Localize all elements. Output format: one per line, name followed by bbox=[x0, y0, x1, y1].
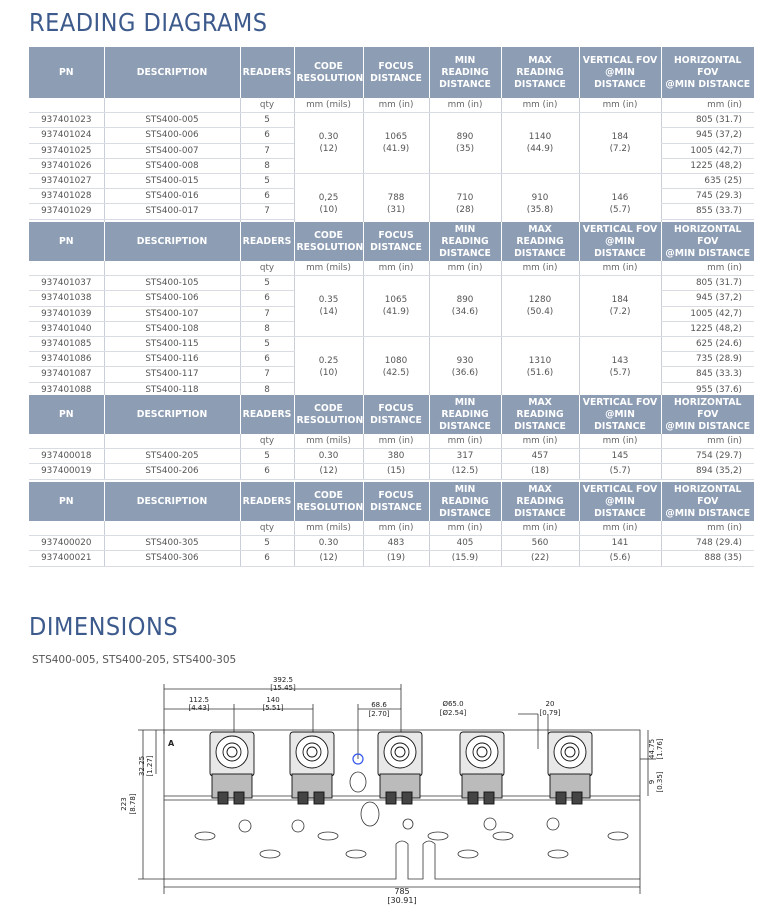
reading-table-4 bbox=[29, 482, 754, 567]
unit-vfov: mm (in) bbox=[579, 261, 661, 276]
cell-desc: STS400-106 bbox=[104, 291, 240, 306]
reader-1 bbox=[210, 732, 254, 804]
cell-desc: STS400-306 bbox=[104, 551, 240, 566]
table-row bbox=[29, 536, 754, 551]
unit-readers: qty bbox=[240, 434, 294, 449]
dim-223: 223 bbox=[120, 797, 128, 811]
cell-readers: 6 bbox=[240, 128, 294, 143]
header-focus-distance: FOCUS DISTANCE bbox=[363, 395, 429, 434]
dimension-drawing bbox=[108, 674, 668, 906]
dim-4475-in: [1.76] bbox=[656, 738, 664, 760]
dim-d65: Ø65.0 bbox=[442, 700, 464, 708]
cell-hfov: 1005 (42,7) bbox=[661, 306, 754, 321]
dim-4475: 44.75 bbox=[648, 738, 656, 760]
cell-focus: 483 bbox=[363, 536, 429, 551]
cell-readers: 7 bbox=[240, 306, 294, 321]
center-slot-lower bbox=[361, 802, 379, 826]
reading-table-3 bbox=[29, 395, 754, 480]
header-pn: PN bbox=[29, 222, 104, 261]
cell-desc: STS400-006 bbox=[104, 128, 240, 143]
cell-hfov: 735 (28.9) bbox=[661, 352, 754, 367]
cell-max: 560 bbox=[501, 536, 579, 551]
header-readers: READERS bbox=[240, 47, 294, 98]
unit-min: mm (in) bbox=[429, 521, 501, 536]
header-description: DESCRIPTION bbox=[104, 482, 240, 521]
header-description: DESCRIPTION bbox=[104, 47, 240, 98]
cell-desc: STS400-008 bbox=[104, 158, 240, 173]
cell-vfov: 145 bbox=[579, 449, 661, 464]
header-description: DESCRIPTION bbox=[104, 395, 240, 434]
dim-9: 9 bbox=[648, 779, 656, 785]
table-row bbox=[29, 113, 754, 128]
cell-hfov: 805 (31.7) bbox=[661, 113, 754, 128]
cell-desc: STS400-108 bbox=[104, 321, 240, 336]
cell-hfov: 1005 (42,7) bbox=[661, 143, 754, 158]
cell-readers: 8 bbox=[240, 382, 294, 397]
header-horizontal-fov: HORIZONTAL FOV @MIN DISTANCE bbox=[661, 222, 754, 261]
dim-785-in: [30.91] bbox=[387, 896, 417, 905]
cell-pn: 937401087 bbox=[29, 367, 104, 382]
cell-focus: 380 bbox=[363, 449, 429, 464]
unit-focus: mm (in) bbox=[363, 261, 429, 276]
cell-hfov: 894 (35,2) bbox=[661, 464, 754, 479]
cell-code-group: 0.25 (10) bbox=[294, 336, 363, 397]
table-header bbox=[29, 395, 754, 434]
dim-140-in: [5.51] bbox=[262, 704, 284, 712]
unit-min: mm (in) bbox=[429, 261, 501, 276]
dim-392: 392.5 bbox=[272, 676, 294, 684]
cell-hfov: 625 (24.6) bbox=[661, 336, 754, 351]
cell-hfov: 805 (31.7) bbox=[661, 276, 754, 291]
cell-readers: 7 bbox=[240, 367, 294, 382]
dim-20-in: [0.79] bbox=[539, 709, 561, 717]
cell-desc: STS400-107 bbox=[104, 306, 240, 321]
header-focus-distance: FOCUS DISTANCE bbox=[363, 47, 429, 98]
cell-readers: 5 bbox=[240, 276, 294, 291]
cell-min-group: 930 (36.6) bbox=[429, 336, 501, 397]
header-focus-distance: FOCUS DISTANCE bbox=[363, 482, 429, 521]
cell-min-group: 710 (28) bbox=[429, 173, 501, 222]
cell-readers: 5 bbox=[240, 336, 294, 351]
unit-vfov: mm (in) bbox=[579, 98, 661, 113]
unit-readers: qty bbox=[240, 521, 294, 536]
cell-desc: STS400-005 bbox=[104, 113, 240, 128]
cell-pn: 937401026 bbox=[29, 158, 104, 173]
cell-pn: 937401040 bbox=[29, 321, 104, 336]
cell-max: 457 bbox=[501, 449, 579, 464]
dim-9-in: [0.35] bbox=[656, 771, 664, 793]
cell-desc: STS400-115 bbox=[104, 336, 240, 351]
cell-vfov-group: 184 (7.2) bbox=[579, 113, 661, 174]
unit-hfov: mm (in) bbox=[661, 261, 754, 276]
cell-readers: 6 bbox=[240, 464, 294, 479]
cell-pn: 937400021 bbox=[29, 551, 104, 566]
reading-table-2 bbox=[29, 222, 754, 398]
cell-pn: 937401027 bbox=[29, 173, 104, 188]
dim-68-in: [2.70] bbox=[368, 710, 390, 718]
cell-pn: 937401085 bbox=[29, 336, 104, 351]
unit-code: mm (mils) bbox=[294, 98, 363, 113]
cell-focus-group: 1080 (42.5) bbox=[363, 336, 429, 397]
reader-3 bbox=[378, 732, 422, 804]
header-horizontal-fov: HORIZONTAL FOV @MIN DISTANCE bbox=[661, 482, 754, 521]
reading-diagrams-title: READING DIAGRAMS bbox=[29, 8, 268, 37]
unit-hfov: mm (in) bbox=[661, 98, 754, 113]
unit-vfov: mm (in) bbox=[579, 434, 661, 449]
header-readers: READERS bbox=[240, 222, 294, 261]
cell-focus: (19) bbox=[363, 551, 429, 566]
cell-pn: 937401038 bbox=[29, 291, 104, 306]
cell-focus-group: 1065 (41.9) bbox=[363, 276, 429, 337]
cell-focus-group: 788 (31) bbox=[363, 173, 429, 222]
cell-max: (22) bbox=[501, 551, 579, 566]
cell-vfov: (5.7) bbox=[579, 464, 661, 479]
cell-min: (12.5) bbox=[429, 464, 501, 479]
header-code-resolution: CODE RESOLUTION bbox=[294, 395, 363, 434]
unit-code: mm (mils) bbox=[294, 434, 363, 449]
reading-table-1 bbox=[29, 47, 754, 222]
header-horizontal-fov: HORIZONTAL FOV @MIN DISTANCE bbox=[661, 47, 754, 98]
cell-desc: STS400-205 bbox=[104, 449, 240, 464]
cell-desc: STS400-206 bbox=[104, 464, 240, 479]
cell-pn: 937401029 bbox=[29, 204, 104, 219]
unit-focus: mm (in) bbox=[363, 98, 429, 113]
table-header bbox=[29, 47, 754, 98]
label-a: A bbox=[168, 739, 175, 748]
header-max-reading: MAX READING DISTANCE bbox=[501, 395, 579, 434]
dim-68: 68.6 bbox=[371, 701, 387, 709]
header-pn: PN bbox=[29, 47, 104, 98]
cell-desc: STS400-015 bbox=[104, 173, 240, 188]
cell-pn: 937401039 bbox=[29, 306, 104, 321]
unit-focus: mm (in) bbox=[363, 521, 429, 536]
cell-pn: 937400018 bbox=[29, 449, 104, 464]
unit-row bbox=[29, 434, 754, 449]
cell-min: 317 bbox=[429, 449, 501, 464]
cell-readers: 7 bbox=[240, 143, 294, 158]
reader-5 bbox=[548, 732, 592, 804]
header-min-reading: MIN READING DISTANCE bbox=[429, 47, 501, 98]
cell-hfov: 945 (37,2) bbox=[661, 128, 754, 143]
header-vertical-fov: VERTICAL FOV @MIN DISTANCE bbox=[579, 395, 661, 434]
center-slot bbox=[350, 772, 366, 792]
unit-max: mm (in) bbox=[501, 98, 579, 113]
dim-112-in: [4.43] bbox=[188, 704, 210, 712]
cell-code-group: 0,25 (10) bbox=[294, 173, 363, 222]
table-row bbox=[29, 276, 754, 291]
unit-min: mm (in) bbox=[429, 434, 501, 449]
cell-desc: STS400-305 bbox=[104, 536, 240, 551]
unit-readers: qty bbox=[240, 261, 294, 276]
header-max-reading: MAX READING DISTANCE bbox=[501, 482, 579, 521]
cell-focus-group: 1065 (41.9) bbox=[363, 113, 429, 174]
cell-desc: STS400-117 bbox=[104, 367, 240, 382]
header-min-reading: MIN READING DISTANCE bbox=[429, 222, 501, 261]
dimensions-subtitle: STS400-005, STS400-205, STS400-305 bbox=[32, 654, 237, 666]
cell-pn: 937401024 bbox=[29, 128, 104, 143]
cell-readers: 6 bbox=[240, 189, 294, 204]
table-header bbox=[29, 222, 754, 261]
header-max-reading: MAX READING DISTANCE bbox=[501, 222, 579, 261]
dim-392-in: [15.45] bbox=[270, 684, 296, 692]
cell-hfov: 635 (25) bbox=[661, 173, 754, 188]
reader-2 bbox=[290, 732, 334, 804]
unit-min: mm (in) bbox=[429, 98, 501, 113]
header-description: DESCRIPTION bbox=[104, 222, 240, 261]
table-row bbox=[29, 551, 754, 566]
header-code-resolution: CODE RESOLUTION bbox=[294, 222, 363, 261]
table-row bbox=[29, 173, 754, 188]
unit-hfov: mm (in) bbox=[661, 434, 754, 449]
cell-pn: 937401086 bbox=[29, 352, 104, 367]
header-code-resolution: CODE RESOLUTION bbox=[294, 482, 363, 521]
cell-max-group: 1280 (50.4) bbox=[501, 276, 579, 337]
dim-112: 112.5 bbox=[188, 696, 210, 704]
cell-focus: (15) bbox=[363, 464, 429, 479]
cell-desc: STS400-118 bbox=[104, 382, 240, 397]
cell-readers: 8 bbox=[240, 158, 294, 173]
cell-hfov: 855 (33.7) bbox=[661, 204, 754, 219]
dim-3225-in: [1.27] bbox=[146, 755, 154, 777]
cell-readers: 5 bbox=[240, 113, 294, 128]
cell-code: 0.30 bbox=[294, 449, 363, 464]
cell-desc: STS400-017 bbox=[104, 204, 240, 219]
cell-hfov: 955 (37.6) bbox=[661, 382, 754, 397]
cell-code-group: 0.35 (14) bbox=[294, 276, 363, 337]
unit-vfov: mm (in) bbox=[579, 521, 661, 536]
cell-hfov: 754 (29.7) bbox=[661, 449, 754, 464]
cell-min: (15.9) bbox=[429, 551, 501, 566]
cell-vfov: 141 bbox=[579, 536, 661, 551]
unit-max: mm (in) bbox=[501, 521, 579, 536]
cell-desc: STS400-105 bbox=[104, 276, 240, 291]
cell-min: 405 bbox=[429, 536, 501, 551]
reader-4 bbox=[460, 732, 504, 804]
cell-pn: 937400019 bbox=[29, 464, 104, 479]
header-min-reading: MIN READING DISTANCE bbox=[429, 395, 501, 434]
cell-code-group: 0.30 (12) bbox=[294, 113, 363, 174]
table-row bbox=[29, 464, 754, 479]
cell-desc: STS400-007 bbox=[104, 143, 240, 158]
dim-d65-in: [Ø2.54] bbox=[439, 709, 467, 717]
cell-pn: 937401028 bbox=[29, 189, 104, 204]
table-row bbox=[29, 336, 754, 351]
header-max-reading: MAX READING DISTANCE bbox=[501, 47, 579, 98]
dim-223-in: [8.78] bbox=[129, 793, 137, 815]
cell-hfov: 945 (37,2) bbox=[661, 291, 754, 306]
header-pn: PN bbox=[29, 395, 104, 434]
dim-20: 20 bbox=[545, 700, 555, 708]
unit-row bbox=[29, 98, 754, 113]
cell-pn: 937401023 bbox=[29, 113, 104, 128]
table-header bbox=[29, 482, 754, 521]
cell-hfov: 1225 (48,2) bbox=[661, 158, 754, 173]
cell-code: (12) bbox=[294, 551, 363, 566]
cell-vfov-group: 146 (5.7) bbox=[579, 173, 661, 222]
cell-max-group: 1140 (44.9) bbox=[501, 113, 579, 174]
header-vertical-fov: VERTICAL FOV @MIN DISTANCE bbox=[579, 222, 661, 261]
unit-max: mm (in) bbox=[501, 261, 579, 276]
cell-vfov-group: 143 (5.7) bbox=[579, 336, 661, 397]
cell-code: (12) bbox=[294, 464, 363, 479]
cell-desc: STS400-116 bbox=[104, 352, 240, 367]
cell-min-group: 890 (35) bbox=[429, 113, 501, 174]
cell-readers: 5 bbox=[240, 449, 294, 464]
cell-hfov: 845 (33.3) bbox=[661, 367, 754, 382]
unit-hfov: mm (in) bbox=[661, 521, 754, 536]
cell-vfov: (5.6) bbox=[579, 551, 661, 566]
cell-pn: 937401088 bbox=[29, 382, 104, 397]
cell-readers: 5 bbox=[240, 536, 294, 551]
cell-readers: 7 bbox=[240, 204, 294, 219]
cell-vfov-group: 184 (7.2) bbox=[579, 276, 661, 337]
table-1-clip bbox=[29, 47, 754, 222]
header-pn: PN bbox=[29, 482, 104, 521]
cell-hfov: 745 (29.3) bbox=[661, 189, 754, 204]
cell-hfov: 748 (29.4) bbox=[661, 536, 754, 551]
cell-max-group: 1310 (51.6) bbox=[501, 336, 579, 397]
dim-785: 785 bbox=[394, 887, 410, 896]
cell-hfov: 888 (35) bbox=[661, 551, 754, 566]
header-vertical-fov: VERTICAL FOV @MIN DISTANCE bbox=[579, 47, 661, 98]
cell-readers: 6 bbox=[240, 352, 294, 367]
header-readers: READERS bbox=[240, 395, 294, 434]
unit-row bbox=[29, 521, 754, 536]
unit-code: mm (mils) bbox=[294, 521, 363, 536]
cell-desc: STS400-016 bbox=[104, 189, 240, 204]
header-readers: READERS bbox=[240, 482, 294, 521]
dimensions-title: DIMENSIONS bbox=[29, 612, 179, 641]
unit-max: mm (in) bbox=[501, 434, 579, 449]
cell-readers: 6 bbox=[240, 291, 294, 306]
unit-focus: mm (in) bbox=[363, 434, 429, 449]
cell-max-group: 910 (35.8) bbox=[501, 173, 579, 222]
cell-readers: 5 bbox=[240, 173, 294, 188]
unit-code: mm (mils) bbox=[294, 261, 363, 276]
table-row bbox=[29, 449, 754, 464]
cell-max: (18) bbox=[501, 464, 579, 479]
dim-3225: 32.25 bbox=[138, 755, 146, 777]
cell-pn: 937401037 bbox=[29, 276, 104, 291]
cell-pn: 937401025 bbox=[29, 143, 104, 158]
cell-readers: 8 bbox=[240, 321, 294, 336]
cell-pn: 937400020 bbox=[29, 536, 104, 551]
header-min-reading: MIN READING DISTANCE bbox=[429, 482, 501, 521]
cell-hfov: 1225 (48,2) bbox=[661, 321, 754, 336]
cell-min-group: 890 (34.6) bbox=[429, 276, 501, 337]
cell-code: 0.30 bbox=[294, 536, 363, 551]
header-focus-distance: FOCUS DISTANCE bbox=[363, 222, 429, 261]
header-horizontal-fov: HORIZONTAL FOV @MIN DISTANCE bbox=[661, 395, 754, 434]
header-vertical-fov: VERTICAL FOV @MIN DISTANCE bbox=[579, 482, 661, 521]
unit-readers: qty bbox=[240, 98, 294, 113]
unit-row bbox=[29, 261, 754, 276]
dim-140: 140 bbox=[266, 696, 280, 704]
cell-readers: 6 bbox=[240, 551, 294, 566]
header-code-resolution: CODE RESOLUTION bbox=[294, 47, 363, 98]
